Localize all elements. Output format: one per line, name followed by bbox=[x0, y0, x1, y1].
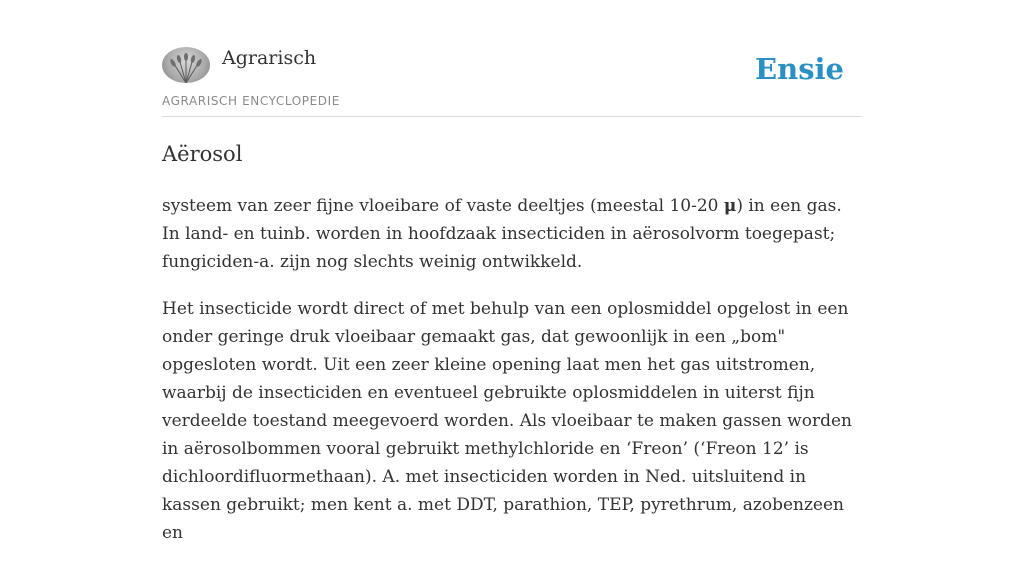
paragraph bbox=[162, 192, 862, 276]
wheat-logo-icon[interactable] bbox=[162, 47, 210, 83]
source-subtitle[interactable]: AGRARISCH ENCYCLOPEDIE bbox=[162, 94, 340, 108]
page bbox=[162, 0, 862, 543]
paragraph-text-end: ) in een gas. In land- en tuinb. worden in hoofdzaak insecticiden in aërosolvorm toegepast; fungiciden-a. zijn nog slechts weinig ontwikkeld. bbox=[162, 196, 842, 272]
article-body bbox=[162, 192, 862, 566]
article-title: Aërosol bbox=[162, 142, 243, 166]
paragraph: Het insecticide wordt direct of met behulp van een oplosmiddel opgelost in een onder geringe druk vloeibaar gemaakt gas, dat gewoonlijk in een „bom" opgesloten wordt. Uit een zeer kleine opening laat men het gas uitstromen, waarbij de insecticiden en eventueel gebruikte oplosmiddelen in uiterst fijn verdeelde toestand meegevoerd worden. Als vloeibaar te maken gassen worden in aërosolbommen vooral gebruikt methylchloride en ‘Freon’ (‘Freon 12’ is dichloordifluormethaan). A. met insecticiden worden in Ned. uitsluitend in kassen gebruikt; men kent a. met DDT, parathion, TEP, pyrethrum, azobenzeen en bbox=[162, 299, 852, 543]
paragraph-text-start: systeem van zeer fijne vloeibare of vaste deeltjes (meestal 10-20 bbox=[162, 196, 724, 216]
brand-logo[interactable]: Ensie bbox=[755, 52, 844, 86]
header bbox=[162, 0, 862, 117]
source-title[interactable]: Agrarisch bbox=[222, 47, 317, 69]
wheat-icon bbox=[162, 47, 210, 83]
micron-unit: μ bbox=[723, 196, 737, 216]
